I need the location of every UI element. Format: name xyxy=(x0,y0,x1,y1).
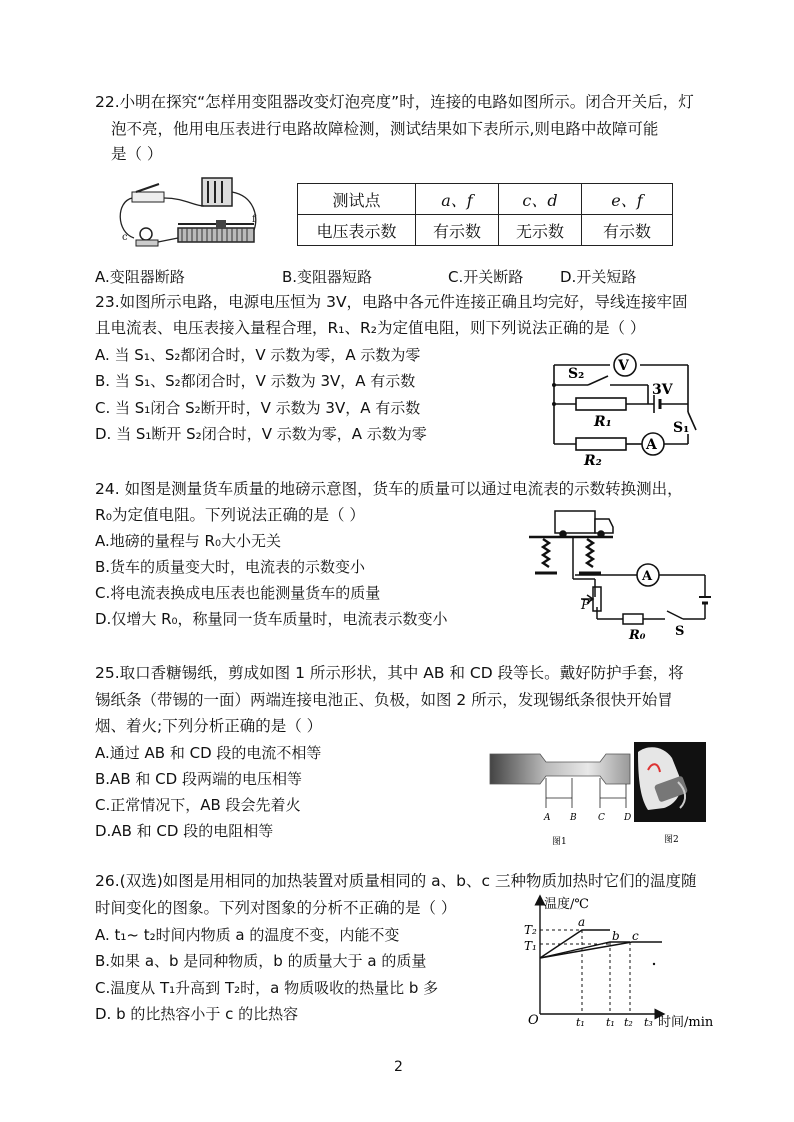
q25-label-b: B xyxy=(570,813,577,823)
q26-x-tick: t₃ xyxy=(644,1016,653,1029)
q24-slider-label: P xyxy=(581,598,590,613)
q24-line2: R₀为定值电阻。下列说法正确的是（ ） xyxy=(95,506,365,524)
q25-option-a: A.通过 AB 和 CD 段的电流不相等 xyxy=(95,744,322,762)
q26-option-a: A. t₁~ t₂时间内物质 a 的温度不变，内能不变 xyxy=(95,926,400,944)
q26-t1-label: T₁ xyxy=(524,939,537,953)
q26-curve-a-label: a xyxy=(578,915,586,929)
q23-line2: 且电流表、电压表接入量程合理，R₁、R₂为定值电阻，则下列说法正确的是（ ） xyxy=(95,319,646,337)
q25-option-c: C.正常情况下，AB 段会先着火 xyxy=(95,796,301,814)
q24-option-a: A.地磅的量程与 R₀大小无关 xyxy=(95,532,281,550)
q22-option-d: D.开关短路 xyxy=(560,268,637,286)
q26-origin-label: O xyxy=(528,1013,539,1028)
q25-line2: 锡纸条（带锡的一面）两端连接电池正、负极，如图 2 所示，发现锡纸条很快开始冒 xyxy=(95,691,673,709)
q23-option-d: D. 当 S₁断开 S₂闭合时，V 示数为零，A 示数为零 xyxy=(95,425,427,443)
table-cell: 电压表示数 xyxy=(298,215,416,246)
q23-circuit-diagram xyxy=(540,348,710,468)
q24-option-b: B.货车的质量变大时，电流表的示数变小 xyxy=(95,558,366,576)
q22-circuit-photo xyxy=(114,172,264,256)
q26-x-tick: t₂ xyxy=(624,1016,633,1029)
table-row xyxy=(298,215,673,246)
table-header-cell: e、f xyxy=(582,184,673,215)
svg-text:c: c xyxy=(122,232,128,243)
svg-text:f: f xyxy=(252,214,256,225)
q26-x-tick: t₁ xyxy=(576,1016,585,1029)
q24-switch-label: S xyxy=(675,624,685,639)
table-cell: 有示数 xyxy=(416,215,499,246)
q23-r1-label: R₁ xyxy=(594,414,612,430)
q26-curve-c-label: c xyxy=(632,929,639,943)
q22-line1: 22.小明在探究“怎样用变阻器改变灯泡亮度”时，连接的电路如图所示。闭合开关后，灯 xyxy=(95,93,694,111)
q26-curve-b-label: b xyxy=(612,929,620,943)
q24-r0-label: R₀ xyxy=(629,628,646,643)
q26-x-axis-label: 时间/min xyxy=(658,1015,714,1030)
q23-ammeter-label: A xyxy=(646,437,657,453)
q25-line3: 烟、着火;下列分析正确的是（ ） xyxy=(95,717,323,735)
q23-option-c: C. 当 S₁闭合 S₂断开时，V 示数为 3V，A 有示数 xyxy=(95,399,421,417)
q23-s2-label: S₂ xyxy=(568,366,585,382)
q22-option-a: A.变阻器断路 xyxy=(95,268,185,286)
q23-s1-label: S₁ xyxy=(673,420,690,436)
q26-option-c: C.温度从 T₁升高到 T₂时，a 物质吸收的热量比 b 多 xyxy=(95,979,439,997)
q25-label-c: C xyxy=(598,813,605,823)
q25-fig1-caption: 图1 xyxy=(552,837,567,847)
table-header-cell: c、d xyxy=(499,184,582,215)
q22-test-table xyxy=(297,183,673,246)
q25-option-d: D.AB 和 CD 段的电阻相等 xyxy=(95,822,274,840)
q26-line2: 时间变化的图象。下列对图象的分析不正确的是（ ） xyxy=(95,899,457,917)
q23-option-b: B. 当 S₁、S₂都闭合时，V 示数为 3V，A 有示数 xyxy=(95,372,416,390)
table-header-cell: a、f xyxy=(416,184,499,215)
q23-voltmeter-label: V xyxy=(618,358,629,374)
q26-option-b: B.如果 a、b 是同种物质，b 的质量大于 a 的质量 xyxy=(95,952,427,970)
q23-line1: 23.如图所示电路，电源电压恒为 3V，电路中各元件连接正确且均完好，导线连接牢固 xyxy=(95,293,688,311)
q26-x-tick: t₁ xyxy=(606,1016,615,1029)
q23-option-a: A. 当 S₁、S₂都闭合时，V 示数为零，A 示数为零 xyxy=(95,346,421,364)
q25-line1: 25.取口香糖锡纸，剪成如图 1 所示形状，其中 AB 和 CD 段等长。戴好防护手套，将 xyxy=(95,664,684,682)
table-cell: 有示数 xyxy=(582,215,673,246)
q25-fig2-caption: 图2 xyxy=(664,835,679,845)
q22-option-c: C.开关断路 xyxy=(448,268,524,286)
q22-line3: 是（ ） xyxy=(111,145,163,163)
q26-t2-label: T₂ xyxy=(524,923,537,937)
table-header-cell: 测试点 xyxy=(298,184,416,215)
q24-line1: 24. 如图是测量货车质量的地磅示意图，货车的质量可以通过电流表的示数转换测出， xyxy=(95,480,683,498)
q26-option-d: D. b 的比热容小于 c 的比热容 xyxy=(95,1005,299,1023)
q24-option-d: D.仅增大 R₀，称量同一货车质量时，电流表示数变小 xyxy=(95,610,448,628)
q25-label-a: A xyxy=(544,813,551,823)
table-cell: 无示数 xyxy=(499,215,582,246)
q25-foil-figures xyxy=(488,738,714,850)
q23-voltage-label: 3V xyxy=(652,382,673,398)
table-row xyxy=(298,184,673,215)
q23-r2-label: R₂ xyxy=(584,453,602,468)
q24-option-c: C.将电流表换成电压表也能测量货车的质量 xyxy=(95,584,381,602)
q22-option-b: B.变阻器短路 xyxy=(282,268,373,286)
page-number: 2 xyxy=(394,1059,403,1075)
q25-option-b: B.AB 和 CD 段两端的电压相等 xyxy=(95,770,302,788)
q25-label-d: D xyxy=(624,813,632,823)
q26-line1: 26.(双选)如图是用相同的加热装置对质量相同的 a、b、c 三种物质加热时它们的温度随 xyxy=(95,872,697,890)
q22-line2: 泡不亮，他用电压表进行电路故障检测，测试结果如下表所示,则电路中故障可能 xyxy=(111,120,659,138)
q24-ammeter-label: A xyxy=(642,569,653,584)
q26-y-axis-label: 温度/℃ xyxy=(544,897,589,912)
q24-weighbridge-diagram xyxy=(525,505,720,643)
q26-temperature-graph xyxy=(520,892,720,1032)
